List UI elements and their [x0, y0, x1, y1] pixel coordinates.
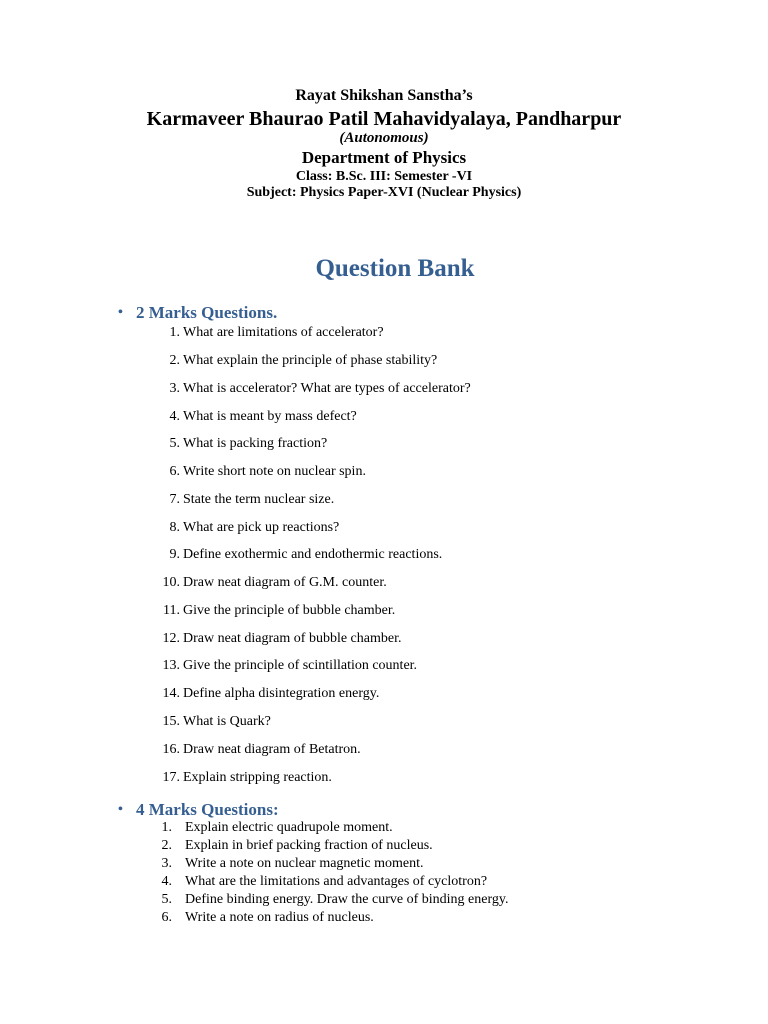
question-text: Give the principle of bubble chamber.: [183, 603, 396, 618]
question-text: Draw neat diagram of Betatron.: [183, 742, 361, 757]
header-sanstha: Rayat Shikshan Sanstha’s: [295, 87, 473, 104]
list-item: [0, 631, 401, 647]
section-heading-4-marks: [118, 800, 279, 820]
question-text: What is accelerator? What are types of accelerator?: [183, 381, 471, 396]
question-text: Explain stripping reaction.: [183, 770, 332, 785]
question-number: 16.: [162, 742, 180, 757]
list-item: [0, 910, 374, 926]
list-item: [0, 874, 487, 890]
list-item: [0, 658, 417, 674]
question-number: 5.: [169, 436, 180, 451]
question-text: State the term nuclear size.: [183, 492, 335, 507]
question-number: 3.: [169, 381, 180, 396]
question-number: 4.: [161, 874, 172, 889]
section-heading-text: 2 Marks Questions.: [136, 303, 278, 322]
section-heading-2-marks: [118, 303, 277, 323]
question-text: What are limitations of accelerator?: [183, 325, 384, 340]
question-number: 13.: [162, 658, 180, 673]
question-text: Explain electric quadrupole moment.: [185, 820, 393, 835]
header-department: Department of Physics: [301, 148, 467, 167]
list-item: [0, 381, 471, 397]
question-number: 12.: [162, 631, 180, 646]
page-title: Question Bank: [315, 255, 475, 282]
question-number: 6.: [169, 464, 180, 479]
question-number: 7.: [169, 492, 180, 507]
question-text: Define binding energy. Draw the curve of binding energy.: [185, 892, 509, 907]
question-text: Give the principle of scintillation counter.: [183, 658, 418, 673]
question-number: 4.: [169, 409, 180, 424]
question-text: Define alpha disintegration energy.: [183, 686, 380, 701]
question-text: What are pick up reactions?: [183, 520, 340, 535]
question-number: 6.: [161, 910, 172, 925]
question-text: Explain in brief packing fraction of nucleus.: [185, 838, 433, 853]
header-class: Class: B.Sc. III: Semester -VI: [295, 169, 473, 184]
section-heading-text: 4 Marks Questions:: [136, 800, 279, 819]
question-number: 1.: [169, 325, 180, 340]
question-number: 17.: [162, 770, 180, 785]
header-college-name: Karmaveer Bhaurao Patil Mahavidyalaya, Pandharpur: [146, 108, 622, 130]
question-number: 2.: [161, 838, 172, 853]
question-number: 10.: [162, 575, 180, 590]
list-item: [0, 820, 393, 836]
bullet-icon: •: [118, 305, 123, 320]
question-number: 8.: [169, 520, 180, 535]
list-item: [0, 353, 437, 369]
question-number: 5.: [161, 892, 172, 907]
list-item: [0, 838, 433, 854]
question-text: Draw neat diagram of G.M. counter.: [183, 575, 387, 590]
list-item: [0, 603, 395, 619]
question-text: Write short note on nuclear spin.: [183, 464, 366, 479]
list-item: [0, 575, 387, 591]
list-item: [0, 409, 357, 425]
question-number: 15.: [162, 714, 180, 729]
bullet-icon: •: [118, 802, 123, 817]
question-number: 1.: [161, 820, 172, 835]
list-item: [0, 770, 332, 786]
list-item: [0, 547, 442, 563]
question-number: 3.: [161, 856, 172, 871]
question-text: Write a note on nuclear magnetic moment.: [185, 856, 424, 871]
list-item: [0, 464, 366, 480]
list-item: [0, 892, 508, 908]
question-number: 2.: [169, 353, 180, 368]
question-text: What are the limitations and advantages of cyclotron?: [185, 874, 488, 889]
list-item: [0, 520, 339, 536]
question-text: Define exothermic and endothermic reactions.: [183, 547, 443, 562]
question-number: 9.: [169, 547, 180, 562]
question-text: What is Quark?: [183, 714, 271, 729]
question-text: What explain the principle of phase stability?: [183, 353, 438, 368]
question-text: What is meant by mass defect?: [183, 409, 357, 424]
question-text: Draw neat diagram of bubble chamber.: [183, 631, 402, 646]
question-number: 11.: [163, 603, 180, 618]
list-item: [0, 492, 334, 508]
header-subject: Subject: Physics Paper-XVI (Nuclear Physics): [246, 185, 522, 200]
list-item: [0, 742, 361, 758]
list-item: [0, 714, 271, 730]
list-item: [0, 686, 379, 702]
list-item: [0, 856, 424, 872]
list-item: [0, 325, 384, 341]
question-text: What is packing fraction?: [183, 436, 328, 451]
question-number: 14.: [162, 686, 180, 701]
header-autonomous: (Autonomous): [339, 130, 429, 146]
list-item: [0, 436, 327, 452]
question-text: Write a note on radius of nucleus.: [185, 910, 374, 925]
